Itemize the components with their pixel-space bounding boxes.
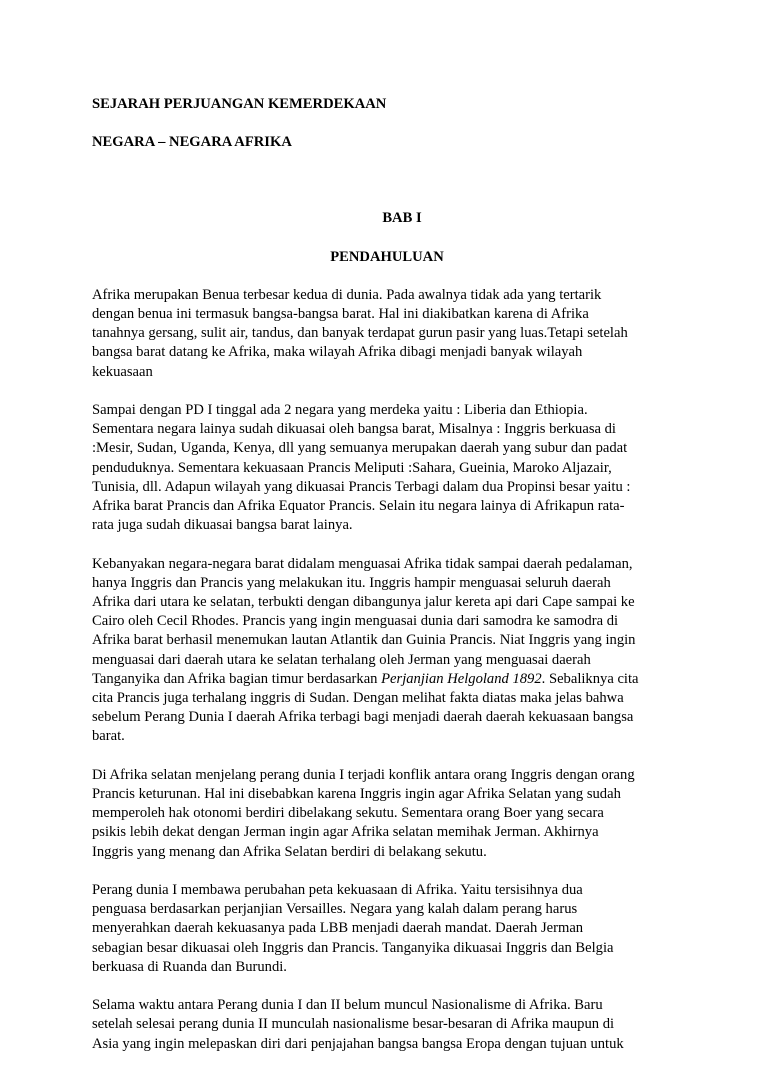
chapter-number: BAB I [382,210,422,227]
line-text-after-italic: . Sebaliknya cita [541,670,639,687]
paragraph-5 [92,881,672,977]
paragraph-line: Afrika dari utara ke selatan, terbukti dengan dibangunya jalur kereta api dari Cape sampai ke [92,594,635,611]
paragraph-1 [92,286,672,382]
paragraph-line: Afrika barat Prancis dan Afrika Equator Prancis. Selain itu negara lainya di Afrikapun rata- [92,498,625,515]
paragraph-line: Asia yang ingin melepaskan diri dari penjajahan bangsa bangsa Eropa dengan tujuan untuk [92,1035,624,1052]
paragraph-line: bangsa barat datang ke Afrika, maka wilayah Afrika dibagi menjadi banyak wilayah [92,344,583,361]
paragraph-line: setelah selesai perang dunia II munculah nasionalisme besar-besaran di Afrika maupun di [92,1016,615,1033]
paragraph-line: Selama waktu antara Perang dunia I dan II belum muncul Nasionalisme di Afrika. Baru [92,997,603,1014]
paragraph-line: dengan benua ini termasuk bangsa-bangsa barat. Hal ini diakibatkan karena di Afrika [92,306,589,323]
paragraph-line: Di Afrika selatan menjelang perang dunia I terjadi konflik antara orang Inggris dengan orang [92,766,635,783]
paragraph-line: penduduknya. Sementara kekuasaan Prancis Meliputi :Sahara, Gueinia, Maroko Aljazair, [92,459,612,476]
paragraph-line: Perang dunia I membawa perubahan peta kekuasaan di Afrika. Yaitu tersisihnya dua [92,882,583,899]
chapter-title: PENDAHULUAN [330,248,444,265]
paragraph-line: Kebanyakan negara-negara barat didalam menguasai Afrika tidak sampai daerah pedalaman, [92,555,633,572]
paragraph-6 [92,996,672,1054]
paragraph-line: penguasa berdasarkan perjanjian Versailles. Negara yang kalah dalam perang harus [92,901,578,918]
paragraph-line: rata juga sudah dikuasai bangsa barat lainya. [92,517,353,534]
paragraph-line: Prancis keturunan. Hal ini disebabkan karena Inggris ingin agar Afrika Selatan yang sudah [92,786,621,803]
paragraph-line: Sementara negara lainya sudah dikuasai oleh bangsa barat, Misalnya : Inggris berkuasa di [92,421,616,438]
document-title-line-1: SEJARAH PERJUANGAN KEMERDEKAAN [92,96,387,112]
document-title-line-2: NEGARA – NEGARA AFRIKA [92,134,292,151]
treaty-reference-italic: Perjanjian Helgoland 1892 [381,670,542,687]
line-text-before-italic: Tanganyika dan Afrika bagian timur berdasarkan [92,670,382,687]
paragraph-line: Afrika merupakan Benua terbesar kedua di dunia. Pada awalnya tidak ada yang tertarik [92,286,602,303]
paragraph-line: Inggris yang menang dan Afrika Selatan berdiri di belakang sekutu. [92,843,487,860]
paragraph-line: Cairo oleh Cecil Rhodes. Prancis yang ingin menguasai dunia dari samodra ke samodra di [92,613,619,630]
paragraph-4 [92,766,672,862]
paragraph-line: kekuasaan [92,363,153,380]
paragraph-line: Afrika barat berhasil menemukan lautan Atlantik dan Guinia Prancis. Niat Inggris yang ingin [92,632,636,649]
paragraph-line: Sampai dengan PD I tinggal ada 2 negara yang merdeka yaitu : Liberia dan Ethiopia. [92,402,588,419]
paragraph-line: menyerahkan daerah kekuasanya pada LBB menjadi daerah mandat. Daerah Jerman [92,920,584,937]
paragraph-line: Tunisia, dll. Adapun wilayah yang dikuasai Prancis Terbagi dalam dua Propinsi besar yaitu : [92,478,631,495]
paragraph-line: memperoleh hak otonomi berdiri dibelakang sekutu. Sementara orang Boer yang secara [92,805,604,822]
paragraph-line: sebelum Perang Dunia I daerah Afrika terbagi bagi menjadi daerah daerah kekuasaan bangsa [92,709,634,726]
paragraph-line: barat. [92,728,125,745]
paragraph-line: cita Prancis juga terhalang inggris di Sudan. Dengan melihat fakta diatas maka jelas bahwa [92,690,624,707]
paragraph-line-with-italic [92,670,672,689]
paragraph-line: tanahnya gersang, sulit air, tandus, dan banyak terdapat gurun pasir yang luas.Tetapi setelah [92,325,628,342]
paragraph-3 [92,555,672,747]
paragraph-line: sebagian besar dikuasai oleh Inggris dan Prancis. Tanganyika dikuasai Inggris dan Belgia [92,939,614,956]
paragraph-line: :Mesir, Sudan, Uganda, Kenya, dll yang semuanya merupakan daerah yang subur dan padat [92,440,628,457]
paragraph-line: psikis lebih dekat dengan Jerman ingin agar Afrika selatan memihak Jerman. Akhirnya [92,824,599,841]
paragraph-line: berkuasa di Ruanda dan Burundi. [92,958,287,975]
paragraph-line: menguasai dari daerah utara ke selatan terhalang oleh Jerman yang menguasai daerah [92,651,591,668]
paragraph-line: hanya Inggris dan Prancis yang melakukan itu. Inggris hampir menguasai seluruh daerah [92,574,611,591]
document-page [92,95,672,1073]
paragraph-2 [92,401,672,535]
